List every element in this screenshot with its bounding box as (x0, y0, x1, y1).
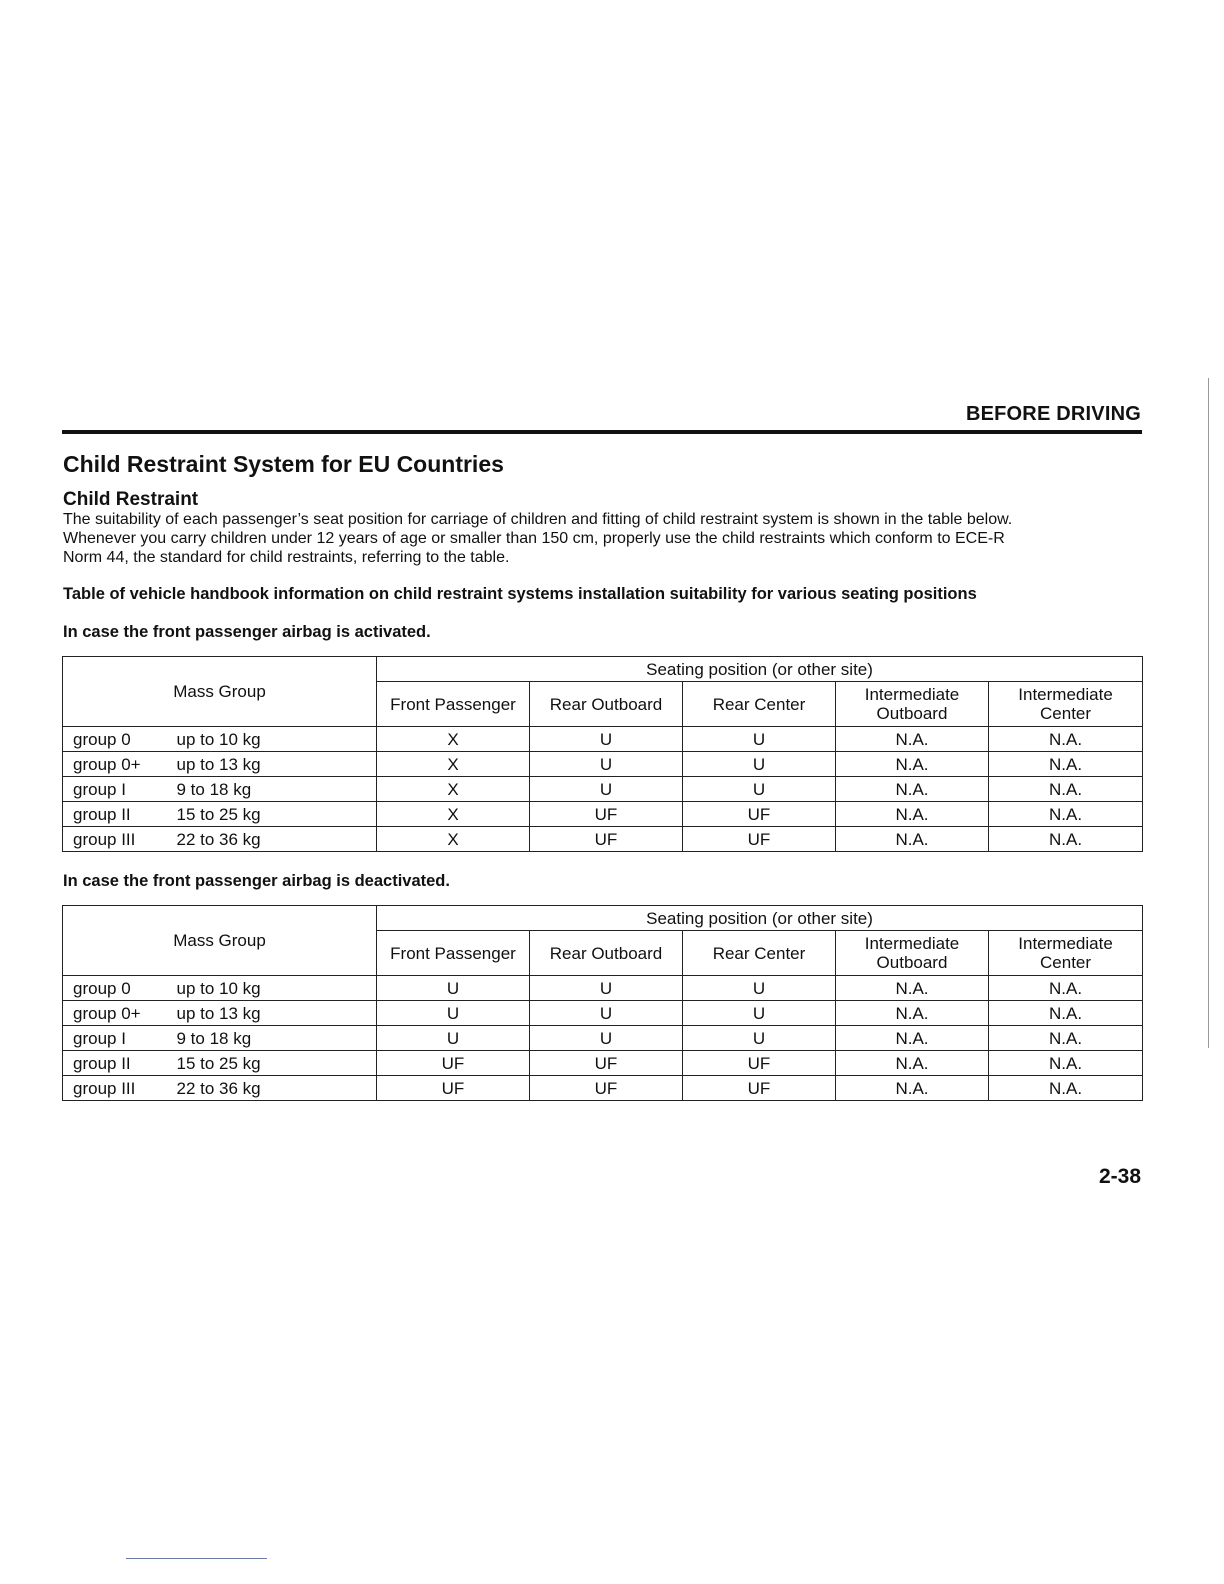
mass-group-header: Mass Group (63, 657, 377, 727)
value-cell: N.A. (989, 727, 1143, 752)
mass-cell: 9 to 18 kg (177, 777, 377, 802)
page-title: Child Restraint System for EU Countries (63, 451, 504, 477)
table-row (63, 802, 1143, 827)
column-header: Rear Outboard (530, 931, 683, 976)
group-cell: group I (63, 1026, 177, 1051)
value-cell: N.A. (989, 777, 1143, 802)
value-cell: UF (377, 1076, 530, 1101)
value-cell: UF (683, 1076, 836, 1101)
column-header: Intermediate Outboard (836, 682, 989, 727)
value-cell: N.A. (836, 802, 989, 827)
value-cell: N.A. (989, 1001, 1143, 1026)
group-cell: group 0 (63, 727, 177, 752)
table-1-caption: In case the front passenger airbag is activated. (63, 623, 431, 641)
table-row (63, 752, 1143, 777)
scan-margin-line (1208, 378, 1209, 1048)
value-cell: UF (530, 1076, 683, 1101)
value-cell: N.A. (989, 802, 1143, 827)
table-row (63, 1051, 1143, 1076)
column-header: Rear Center (683, 931, 836, 976)
value-cell: U (683, 976, 836, 1001)
value-cell: N.A. (989, 1051, 1143, 1076)
value-cell: N.A. (989, 976, 1143, 1001)
mass-cell: 15 to 25 kg (177, 1051, 377, 1076)
group-cell: group II (63, 1051, 177, 1076)
section-subtitle: Child Restraint (63, 489, 199, 510)
table-row (63, 1001, 1143, 1026)
seating-position-header: Seating position (or other site) (377, 657, 1143, 682)
column-header: Intermediate Outboard (836, 931, 989, 976)
paragraph-line: Whenever you carry children under 12 years of age or smaller than 150 cm, properly use the child restraints which conform to ECE-R (63, 530, 1005, 547)
value-cell: N.A. (836, 1026, 989, 1051)
value-cell: X (377, 777, 530, 802)
column-header: Rear Outboard (530, 682, 683, 727)
value-cell: U (683, 727, 836, 752)
value-cell: U (377, 1001, 530, 1026)
table-row (63, 1026, 1143, 1051)
column-header: Front Passenger (377, 931, 530, 976)
value-cell: U (530, 1026, 683, 1051)
table-caption: Table of vehicle handbook information on child restraint systems installation suitability for various seating positions (63, 585, 977, 603)
group-cell: group I (63, 777, 177, 802)
value-cell: N.A. (836, 752, 989, 777)
value-cell: N.A. (836, 1001, 989, 1026)
column-header: Front Passenger (377, 682, 530, 727)
value-cell: N.A. (989, 1076, 1143, 1101)
value-cell: UF (530, 802, 683, 827)
suitability-table-deactivated (62, 905, 1143, 1101)
value-cell: UF (683, 802, 836, 827)
value-cell: N.A. (836, 1076, 989, 1101)
value-cell: N.A. (989, 1026, 1143, 1051)
group-cell: group III (63, 1076, 177, 1101)
mass-group-header: Mass Group (63, 906, 377, 976)
value-cell: UF (683, 1051, 836, 1076)
column-header: Rear Center (683, 682, 836, 727)
mass-cell: up to 13 kg (177, 752, 377, 777)
group-cell: group 0+ (63, 1001, 177, 1026)
intro-paragraph (63, 510, 1141, 567)
value-cell: U (683, 752, 836, 777)
header-rule (62, 430, 1142, 434)
column-header: Intermediate Center (989, 931, 1143, 976)
table-row (63, 777, 1143, 802)
value-cell: N.A. (836, 827, 989, 852)
group-cell: group II (63, 802, 177, 827)
mass-cell: 9 to 18 kg (177, 1026, 377, 1051)
mass-cell: up to 10 kg (177, 727, 377, 752)
paragraph-line: Norm 44, the standard for child restraints, referring to the table. (63, 549, 510, 566)
value-cell: U (377, 976, 530, 1001)
value-cell: UF (530, 1051, 683, 1076)
suitability-table-activated (62, 656, 1143, 852)
bottom-rule (126, 1558, 267, 1559)
value-cell: N.A. (836, 777, 989, 802)
value-cell: U (530, 1001, 683, 1026)
section-header: BEFORE DRIVING (965, 403, 1141, 425)
value-cell: U (683, 1001, 836, 1026)
value-cell: U (683, 1026, 836, 1051)
value-cell: UF (530, 827, 683, 852)
mass-cell: 15 to 25 kg (177, 802, 377, 827)
group-cell: group 0+ (63, 752, 177, 777)
value-cell: N.A. (836, 727, 989, 752)
value-cell: N.A. (836, 976, 989, 1001)
page-number: 2-38 (1098, 1165, 1141, 1188)
mass-cell: up to 13 kg (177, 1001, 377, 1026)
value-cell: U (530, 752, 683, 777)
value-cell: N.A. (989, 827, 1143, 852)
table-row (63, 827, 1143, 852)
value-cell: U (530, 777, 683, 802)
table-row (63, 727, 1143, 752)
mass-cell: 22 to 36 kg (177, 827, 377, 852)
value-cell: UF (377, 1051, 530, 1076)
paragraph-line: The suitability of each passenger’s seat position for carriage of children and fitting of child restraint system is shown in the table below. (63, 511, 1013, 528)
table-row (63, 1076, 1143, 1101)
seating-position-header: Seating position (or other site) (377, 906, 1143, 931)
group-cell: group 0 (63, 976, 177, 1001)
table-2-caption: In case the front passenger airbag is deactivated. (63, 872, 450, 890)
value-cell: U (377, 1026, 530, 1051)
value-cell: X (377, 727, 530, 752)
table-row (63, 976, 1143, 1001)
group-cell: group III (63, 827, 177, 852)
value-cell: X (377, 752, 530, 777)
value-cell: U (530, 727, 683, 752)
column-header: Intermediate Center (989, 682, 1143, 727)
value-cell: X (377, 827, 530, 852)
value-cell: N.A. (836, 1051, 989, 1076)
mass-cell: up to 10 kg (177, 976, 377, 1001)
mass-cell: 22 to 36 kg (177, 1076, 377, 1101)
value-cell: N.A. (989, 752, 1143, 777)
value-cell: U (530, 976, 683, 1001)
value-cell: U (683, 777, 836, 802)
value-cell: X (377, 802, 530, 827)
value-cell: UF (683, 827, 836, 852)
